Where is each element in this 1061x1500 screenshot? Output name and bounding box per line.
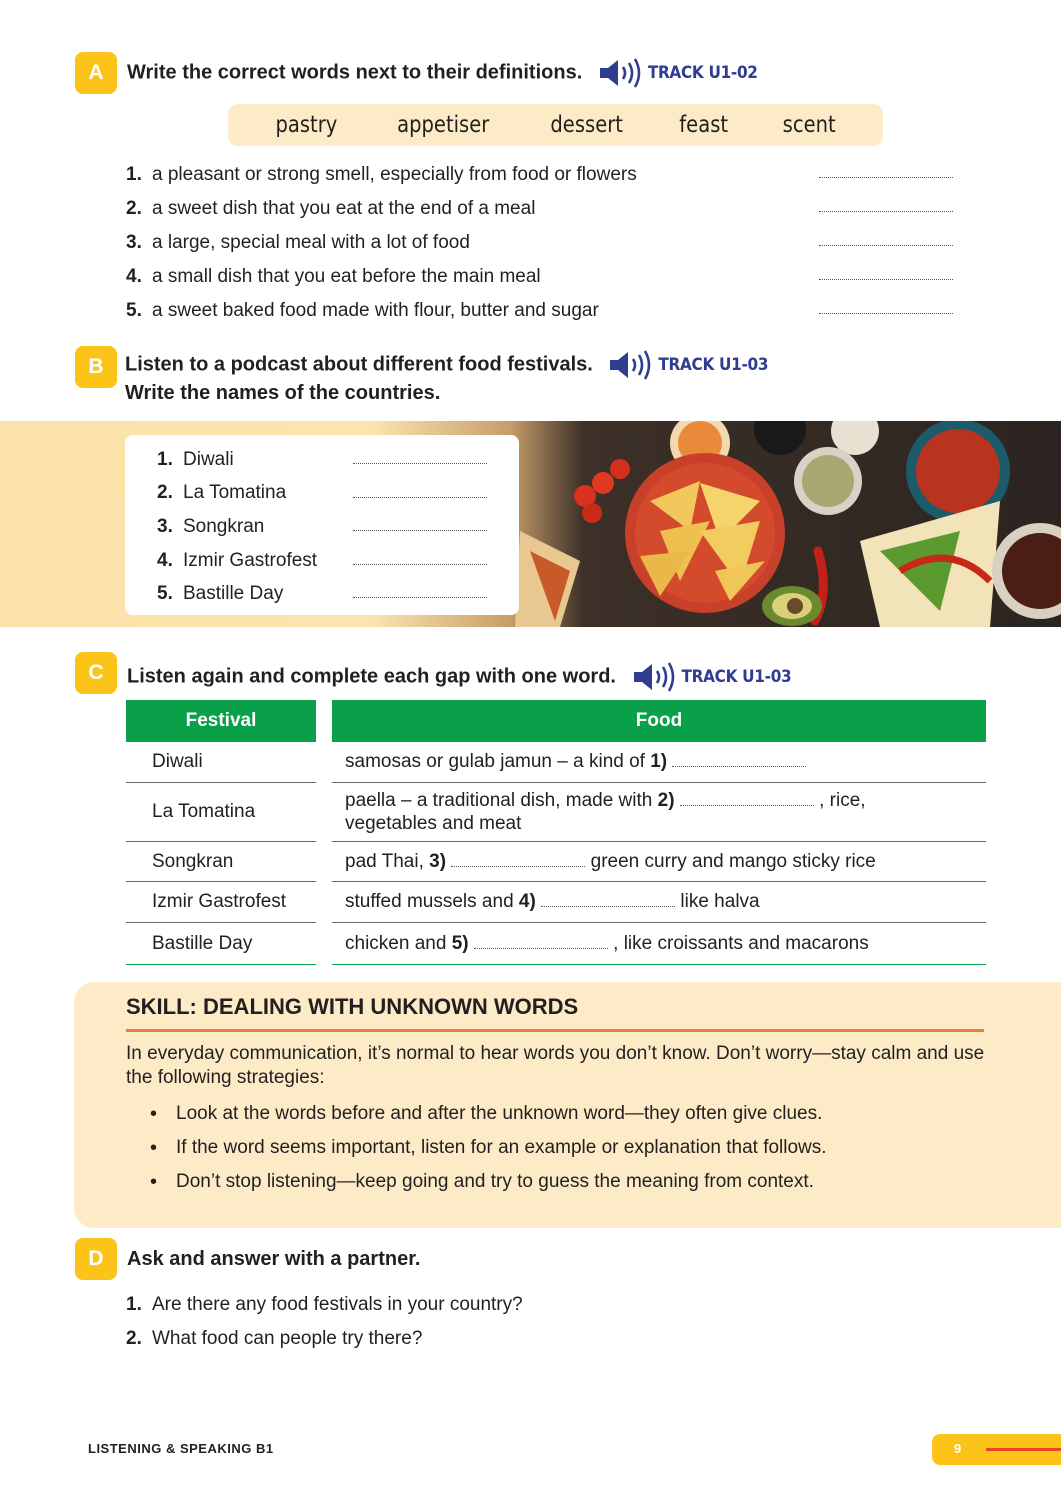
section-c-instruction: Listen again and complete each gap with one word.	[127, 665, 616, 688]
question-text: Are there any food festivals in your country?	[152, 1294, 523, 1315]
track-label: TRACK U1-02	[647, 63, 758, 83]
gap-number: 3)	[429, 850, 447, 872]
definition-list	[126, 158, 956, 328]
answer-blank[interactable]	[353, 597, 487, 598]
skill-bullet: • Don’t stop listening—keep going and try to guess the meaning from context.	[150, 1165, 980, 1199]
section-b-heading	[125, 350, 768, 406]
item-number: 5.	[157, 583, 173, 605]
food-cell	[332, 882, 986, 923]
question-item	[126, 1288, 523, 1322]
word-bank-item: dessert	[549, 112, 623, 138]
food-text: green curry and mango sticky rice	[590, 850, 876, 872]
gap-number: 5)	[451, 932, 469, 954]
festival-name: Bastille Day	[183, 583, 284, 605]
skill-bullet: • Look at the words before and after the unknown word—they often give clues.	[150, 1097, 980, 1131]
page-number: 9	[954, 1441, 962, 1456]
festival-item	[157, 510, 497, 544]
section-b-instruction-line1: Listen to a podcast about different food festivals.	[125, 353, 593, 376]
track-label: TRACK U1-03	[681, 667, 792, 687]
speaker-icon	[632, 662, 678, 692]
food-text: vegetables and meat	[345, 813, 522, 834]
page-accent-line	[986, 1448, 1061, 1451]
festival-cell: Songkran	[126, 842, 316, 882]
food-text: , rice,	[819, 790, 866, 811]
section-c-track[interactable]	[632, 662, 792, 692]
item-number: 1.	[126, 1294, 142, 1315]
word-bank-item: scent	[782, 112, 836, 138]
item-number: 3.	[157, 515, 173, 537]
skill-divider	[126, 1029, 984, 1032]
section-c-badge: C	[75, 652, 117, 694]
definition-text: a pleasant or strong smell, especially from food or flowers	[152, 164, 637, 185]
word-bank-item: pastry	[275, 112, 338, 138]
gap-number: 4)	[518, 891, 536, 912]
food-cell	[332, 923, 986, 965]
definition-item	[126, 158, 956, 192]
section-a-badge: A	[75, 52, 117, 94]
table-row	[126, 842, 986, 882]
answer-blank[interactable]	[819, 177, 953, 178]
word-bank-item: feast	[679, 112, 728, 138]
skill-intro: In everyday communication, it’s normal to hear words you don’t know. Don’t worry—stay calm and use the following strategies:	[126, 1043, 985, 1088]
answer-blank[interactable]	[819, 211, 953, 212]
section-b-instruction-line2: Write the names of the countries.	[125, 382, 441, 404]
item-number: 1.	[126, 164, 142, 185]
section-b-track[interactable]	[608, 350, 768, 380]
section-a-heading	[127, 58, 758, 88]
food-text: pad Thai,	[345, 850, 430, 872]
answer-blank[interactable]	[819, 245, 953, 246]
skill-bullet-list	[150, 1097, 980, 1199]
festival-food-table	[126, 700, 986, 965]
answer-blank[interactable]	[353, 463, 487, 464]
answer-blank[interactable]	[819, 313, 953, 314]
section-b-badge: B	[75, 346, 117, 388]
book-title: LISTENING & SPEAKING B1	[88, 1441, 274, 1456]
festival-name: La Tomatina	[183, 482, 287, 504]
food-cell	[332, 742, 986, 783]
festival-cell: Izmir Gastrofest	[126, 882, 316, 923]
definition-text: a sweet dish that you eat at the end of a meal	[152, 198, 536, 219]
answer-blank[interactable]	[819, 279, 953, 280]
track-label: TRACK U1-03	[658, 355, 769, 375]
food-cell	[332, 783, 986, 842]
table-row	[126, 882, 986, 923]
skill-bullet: • If the word seems important, listen for an example or explanation that follows.	[150, 1131, 980, 1165]
definition-text: a small dish that you eat before the main meal	[152, 266, 541, 287]
item-number: 1.	[157, 448, 173, 470]
answer-blank[interactable]	[541, 906, 675, 907]
answer-blank[interactable]	[680, 805, 814, 806]
food-text: like halva	[680, 891, 760, 912]
answer-blank[interactable]	[353, 530, 487, 531]
food-text: paella – a traditional dish, made with	[345, 790, 658, 811]
definition-item	[126, 260, 956, 294]
speaker-icon	[598, 58, 644, 88]
festival-cell: Bastille Day	[126, 923, 316, 965]
gap-number: 1)	[650, 751, 668, 772]
festival-item	[157, 443, 497, 477]
definition-text: a large, special meal with a lot of food	[152, 232, 470, 253]
food-text: , like croissants and macarons	[613, 932, 869, 954]
festival-name: Izmir Gastrofest	[183, 549, 318, 571]
festival-cell: Diwali	[126, 742, 316, 783]
answer-blank[interactable]	[672, 766, 806, 767]
item-number: 2.	[126, 198, 142, 219]
word-bank-item: appetiser	[397, 112, 490, 138]
item-number: 2.	[157, 482, 173, 504]
food-text: chicken and	[345, 932, 452, 954]
food-text: samosas or gulab jamun – a kind of	[345, 751, 651, 772]
festival-name: Diwali	[183, 448, 234, 470]
speaker-icon	[608, 350, 654, 380]
item-number: 5.	[126, 300, 142, 321]
definition-item	[126, 294, 956, 328]
table-row	[126, 923, 986, 965]
section-c-heading	[127, 662, 791, 692]
section-a-instruction: Write the correct words next to their definitions.	[127, 61, 583, 84]
food-cell	[332, 842, 986, 882]
item-number: 3.	[126, 232, 142, 253]
section-d-instruction: Ask and answer with a partner.	[127, 1248, 421, 1270]
item-number: 4.	[126, 266, 142, 287]
word-bank	[228, 104, 883, 146]
question-text: What food can people try there?	[152, 1328, 423, 1349]
answer-blank[interactable]	[353, 564, 487, 565]
gap-number: 2)	[657, 790, 675, 811]
item-number: 2.	[126, 1328, 142, 1349]
answer-blank[interactable]	[353, 497, 487, 498]
festival-item	[157, 577, 497, 611]
food-text: stuffed mussels and	[345, 891, 519, 912]
festival-cell: La Tomatina	[126, 783, 316, 842]
answer-blank[interactable]	[474, 948, 608, 949]
column-header-festival: Festival	[126, 700, 316, 742]
definition-item	[126, 192, 956, 226]
table-row	[126, 783, 986, 842]
column-header-food: Food	[332, 700, 986, 742]
festival-item	[157, 544, 497, 578]
festival-list	[157, 443, 497, 611]
answer-blank[interactable]	[451, 866, 585, 867]
question-item	[126, 1322, 523, 1356]
skill-title: SKILL: DEALING WITH UNKNOWN WORDS	[126, 994, 579, 1019]
festival-item	[157, 477, 497, 511]
item-number: 4.	[157, 549, 173, 571]
section-a-track[interactable]	[598, 58, 758, 88]
section-d-badge: D	[75, 1238, 117, 1280]
definition-item	[126, 226, 956, 260]
table-row	[126, 742, 986, 783]
definition-text: a sweet baked food made with flour, butter and sugar	[152, 300, 599, 321]
festival-name: Songkran	[183, 515, 265, 537]
question-list	[126, 1288, 523, 1356]
